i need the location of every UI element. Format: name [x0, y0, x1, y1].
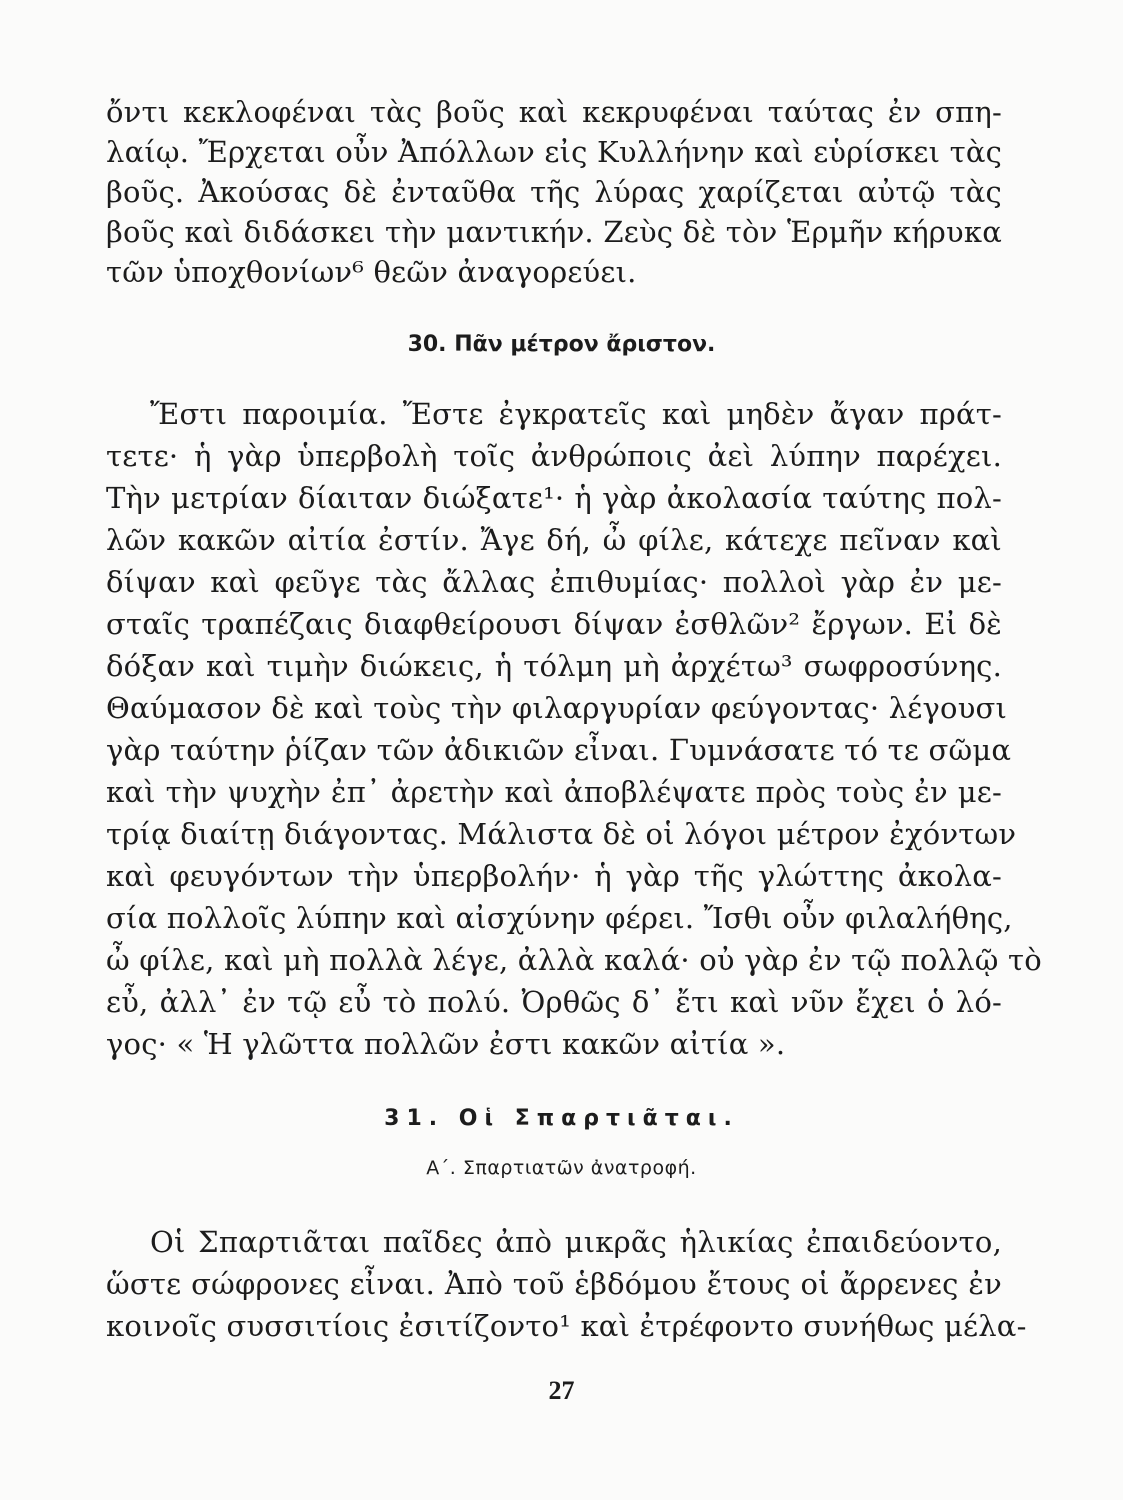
text-line: Θαύμασον δὲ καὶ τοὺς τὴν φιλαργυρίαν φεύγοντας· λέγουσι [106, 691, 1008, 725]
text-line: ὥστε σώφρονες εἶναι. Ἀπὸ τοῦ ἑβδόμου ἔτους οἱ ἄρρενες ἐν [106, 1267, 1002, 1301]
page-number: 27 [548, 1376, 575, 1405]
text-line: ὦ φίλε, καὶ μὴ πολλὰ λέγε, ἀλλὰ καλά· οὐ γὰρ ἐν τῷ πολλῷ τὸ [106, 943, 1042, 977]
text-line: καὶ φευγόντων τὴν ὑπερβολήν· ἡ γὰρ τῆς γλώττης ἀκολα- [106, 859, 1002, 893]
text-line: δόξαν καὶ τιμὴν διώκεις, ἡ τόλμη μὴ ἀρχέτω³ σωφροσύνης. [106, 649, 1002, 683]
text-line: σία πολλοῖς λύπην καὶ αἰσχύνην φέρει. Ἴσθι οὖν φιλαλήθης, [106, 901, 1013, 935]
section-30-heading: 30. Πᾶν μέτρον ἄριστον. [407, 332, 716, 357]
text-line: σταῖς τραπέζαις διαφθείρουσι δίψαν ἐσθλῶν² ἔργων. Εἰ δὲ [106, 607, 1002, 641]
text-line: δίψαν καὶ φεῦγε τὰς ἄλλας ἐπιθυμίας· πολλοὶ γὰρ ἐν με- [106, 565, 1002, 599]
text-line: εὖ, ἀλλ᾽ ἐν τῷ εὖ τὸ πολύ. Ὀρθῶς δ᾽ ἔτι καὶ νῦν ἔχει ὁ λό- [106, 985, 1002, 1019]
text-line: λαίῳ. Ἔρχεται οὖν Ἀπόλλων εἰς Κυλλήνην καὶ εὑρίσκει τὰς [106, 135, 1003, 169]
text-line: ὄντι κεκλοφέναι τὰς βοῦς καὶ κεκρυφέναι ταύτας ἐν σπη- [106, 95, 1002, 129]
text-line: τετε· ἡ γὰρ ὑπερβολὴ τοῖς ἀνθρώποις ἀεὶ λύπην παρέχει. [106, 439, 1002, 473]
text-line: Τὴν μετρίαν δίαιταν διώξατε¹· ἡ γὰρ ἀκολασία ταύτης πολ- [106, 481, 1002, 515]
text-line: τρίᾳ διαίτῃ διάγοντας. Μάλιστα δὲ οἱ λόγοι μέτρον ἐχόντων [106, 817, 1017, 851]
text-line: λῶν κακῶν αἰτία ἐστίν. Ἄγε δή, ὦ φίλε, κάτεχε πεῖναν καὶ [106, 523, 1002, 557]
text-line: γος· « Ἡ γλῶττα πολλῶν ἐστι κακῶν αἰτία ». [106, 1027, 786, 1061]
text-line: βοῦς. Ἀκούσας δὲ ἐνταῦθα τῆς λύρας χαρίζεται αὐτῷ τὰς [106, 175, 1002, 209]
text-line: τῶν ὑποχθονίων⁶ θεῶν ἀναγορεύει. [106, 255, 637, 289]
text-line: βοῦς καὶ διδάσκει τὴν μαντικήν. Ζεὺς δὲ τὸν Ἑρμῆν κήρυκα [106, 215, 1002, 249]
text-line: Οἱ Σπαρτιᾶται παῖδες ἀπὸ μικρᾶς ἡλικίας ἐπαιδεύοντο, [150, 1225, 1002, 1259]
text-line: γὰρ ταύτην ῥίζαν τῶν ἀδικιῶν εἶναι. Γυμνάσατε τό τε σῶμα [106, 733, 1012, 767]
text-line: καὶ τὴν ψυχὴν ἐπ᾽ ἀρετὴν καὶ ἀποβλέψατε πρὸς τοὺς ἐν με- [106, 775, 1002, 809]
text-line: κοινοῖς συσσιτίοις ἐσιτίζοντο¹ καὶ ἐτρέφοντο συνήθως μέλα- [106, 1309, 1027, 1343]
section-31-heading: 31. Οἱ Σπαρτιᾶται. [384, 1106, 739, 1131]
section-31-subheading: Α΄. Σπαρτιατῶν ἀνατροφή. [426, 1157, 697, 1179]
text-line: Ἔστι παροιμία. Ἔστε ἐγκρατεῖς καὶ μηδὲν ἄγαν πράτ- [150, 397, 1002, 431]
